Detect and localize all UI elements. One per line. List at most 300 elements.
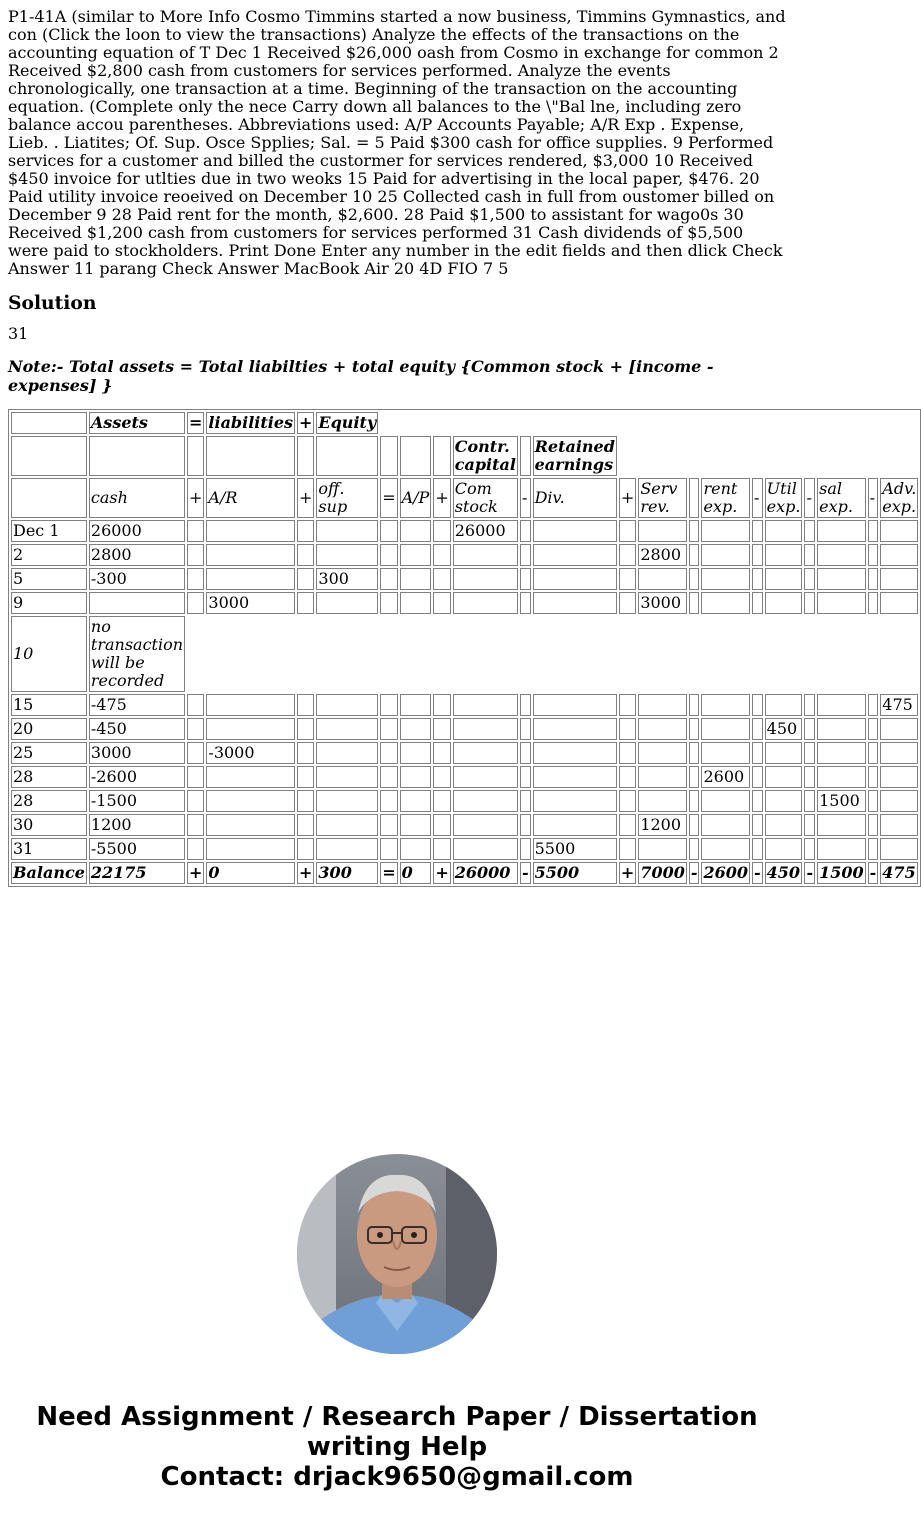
transaction-cell [520,790,531,812]
transaction-cell [701,718,750,740]
balance-cell: Balance [13,863,85,882]
transaction-cell: 20 [11,718,87,740]
transaction-cell [817,718,866,740]
transaction-cell [689,568,700,590]
transaction-cell: 26000 [453,520,518,542]
header-row-accounts [11,478,918,518]
transaction-cell [689,766,700,788]
transaction-cell [297,568,314,590]
transaction-cell [380,742,397,764]
transaction-cell [765,838,803,860]
transaction-cell [206,790,295,812]
balance-cell: 5500 [533,862,617,884]
transaction-cell [297,742,314,764]
balance-cell: + [435,863,449,882]
transaction-cell [433,568,450,590]
no-transaction-date: 10 [11,616,87,692]
transaction-cell [701,790,750,812]
balance-cell: 0 [400,862,432,884]
no-transaction-row [11,616,918,692]
transaction-cell [619,694,636,716]
transaction-cell [520,718,531,740]
transaction-cell [520,814,531,836]
account-header-cell: - [868,478,879,518]
account-header-cell: rent exp. [701,478,750,518]
account-header-cell: - [752,478,763,518]
transaction-cell [187,838,204,860]
balance-cell: - [521,863,529,882]
transaction-cell [619,520,636,542]
transaction-cell [868,544,879,566]
transaction-cell [689,814,700,836]
transaction-cell [316,544,378,566]
account-header-cell: Util exp. [766,479,801,516]
transaction-cell [701,520,750,542]
transaction-cell: 26000 [89,520,185,542]
transaction-cell [433,718,450,740]
transaction-cell [817,766,866,788]
solution-number: 31 [8,324,29,343]
account-header-cell: Serv rev. [638,478,687,518]
transaction-cell [880,814,918,836]
transaction-cell [400,838,432,860]
transaction-cell [187,814,204,836]
transaction-cell [701,838,750,860]
transaction-cell [752,544,763,566]
transaction-cell [638,520,687,542]
transaction-cell [689,790,700,812]
transaction-cell [638,790,687,812]
footer-help-text: Need Assignment / Research Paper / Dissertation writing Help [36,1402,758,1462]
transaction-cell: 3000 [638,592,687,614]
balance-cell: 7000 [640,863,685,882]
balance-cell: - [690,863,698,882]
transaction-cell [520,742,531,764]
transaction-cell: 300 [316,568,378,590]
no-transaction-text: no transaction will be recorded [90,617,184,690]
transaction-cell [752,592,763,614]
transaction-cell [817,520,866,542]
transaction-cell [804,766,815,788]
transaction-cell [868,568,879,590]
header-row-equity-groups [11,436,918,476]
transaction-cell [520,592,531,614]
transaction-cell [868,742,879,764]
transaction-cell [187,520,204,542]
transaction-cell: 28 [11,790,87,812]
transaction-cell [765,568,803,590]
transaction-cell [868,814,879,836]
transaction-cell: 30 [11,814,87,836]
transaction-cell [316,790,378,812]
transaction-cell [752,718,763,740]
transaction-cell [533,718,617,740]
account-header-cell: + [433,478,450,518]
balance-cell: 22175 [89,862,185,884]
transaction-row [11,544,918,566]
header-contributed-capital: Contr. capital [454,437,516,474]
transaction-cell [316,718,378,740]
account-header-cell: A/R [206,478,295,518]
transaction-cell [817,814,866,836]
transaction-cell [533,814,617,836]
transaction-row [11,694,918,716]
transaction-cell [520,694,531,716]
transaction-cell [817,544,866,566]
transaction-cell [187,790,204,812]
transaction-cell [619,718,636,740]
transaction-cell [380,790,397,812]
transaction-cell: 2600 [701,766,750,788]
transaction-cell [765,790,803,812]
transaction-cell: -450 [89,718,185,740]
transaction-cell [868,718,879,740]
transaction-cell: -300 [89,568,185,590]
transaction-cell [433,814,450,836]
transaction-cell [765,592,803,614]
transaction-row [11,520,918,542]
transaction-cell [433,766,450,788]
transaction-cell [638,568,687,590]
transaction-row [11,838,918,860]
transaction-cell [804,838,815,860]
transaction-cell [297,694,314,716]
accounting-equation-table [8,409,921,887]
transaction-cell [316,766,378,788]
transaction-cell [380,838,397,860]
transaction-cell [880,544,918,566]
transaction-cell [880,718,918,740]
transaction-cell [638,742,687,764]
transaction-cell [765,814,803,836]
transaction-cell [316,742,378,764]
transaction-cell [400,790,432,812]
transaction-cell [804,544,815,566]
transaction-cell [765,766,803,788]
account-header-cell: - [804,478,815,518]
header-retained-earnings: Retained earnings [534,437,615,474]
balance-cell: 2600 [703,863,749,882]
transaction-cell [380,766,397,788]
transaction-cell [533,790,617,812]
transaction-cell [453,544,518,566]
transaction-cell [433,544,450,566]
transaction-cell [520,766,531,788]
transaction-cell [400,766,432,788]
transaction-cell [316,520,378,542]
transaction-cell [380,814,397,836]
balance-cell: 450 [765,862,803,884]
transaction-cell [453,814,518,836]
transaction-cell [701,742,750,764]
balance-cell: 1500 [819,863,864,882]
balance-cell: + [299,863,313,882]
transaction-cell [752,814,763,836]
transaction-cell [433,592,450,614]
transaction-cell [752,520,763,542]
transaction-cell [638,766,687,788]
transaction-cell [187,718,204,740]
transaction-cell [380,568,397,590]
transaction-cell [619,592,636,614]
account-header-cell: cash [89,478,185,518]
transaction-cell [187,742,204,764]
transaction-cell: 5 [11,568,87,590]
transaction-cell [804,520,815,542]
transaction-row [11,742,918,764]
transaction-cell [206,838,295,860]
transaction-row [11,814,918,836]
transaction-cell [400,814,432,836]
transaction-cell [206,814,295,836]
transaction-cell [752,568,763,590]
transaction-cell [619,568,636,590]
transaction-row [11,592,918,614]
transaction-cell [380,592,397,614]
balance-cell: 475 [880,862,918,884]
transaction-cell [206,718,295,740]
transaction-cell [400,544,432,566]
transaction-cell [297,592,314,614]
transaction-cell: 5500 [533,838,617,860]
transaction-row [11,718,918,740]
transaction-cell [804,790,815,812]
transaction-cell: -475 [89,694,185,716]
transaction-cell [868,520,879,542]
account-header-cell: off. sup [316,478,378,518]
transaction-cell [533,520,617,542]
transaction-cell [868,694,879,716]
transaction-cell: 28 [11,766,87,788]
account-header-cell: + [297,478,314,518]
transaction-cell [400,568,432,590]
transaction-cell [187,568,204,590]
transaction-cell [689,592,700,614]
transaction-cell [433,742,450,764]
question-text: P1-41A (similar to More Info Cosmo Timmins started a now business, Timmins Gymnastics, and con (Click the loon to view the transactions) Analyze the effects of the transactions on the accounting equation of T Dec 1 Received $26,000 oash from Cosmo in exchange for common 2 Received $2,800 cash from customers for services performed. Analyze the events chronologically, one transaction at a time. Beginning of the transaction on the accounting equation. (Complete only the nece Carry down all balances to the \"Bal lne, including zero balance accou parentheses. Abbreviations used: A/P Accounts Payable; A/R Exp . Expense, Lieb. . Liatites; Of. Sup. Osce Spplies; Sal. = 5 Paid $300 cash for office supplies. 9 Performed services for a customer and billed the custormer for services rendered, $3,000 10 Received $450 invoice for utlties due in two weoks 15 Paid for advertising in the local paper, $476. 20 Paid utility invoice reoeived on December 10 25 Collected cash in full from oustomer billed on December 9 28 Paid rent for the month, $2,600. 28 Paid $1,500 to assistant for wago0s 30 Received $1,200 cash from customers for services performed 31 Cash dividends of $5,500 were paid to stockholders. Print Done Enter any number in the edit fields and then dlick Check Answer 11 parang Check Answer MacBook Air 20 4D FIO 7 5 [8,7,786,278]
transaction-cell: 9 [11,592,87,614]
header-equals: = [189,413,203,432]
transaction-cell: 25 [11,742,87,764]
transaction-cell [533,592,617,614]
transaction-cell [297,790,314,812]
transaction-cell [400,718,432,740]
transaction-cell [752,742,763,764]
transaction-cell [453,742,518,764]
transaction-cell: -5500 [89,838,185,860]
transaction-cell [752,790,763,812]
header-row-categories [11,412,918,434]
transaction-cell [316,838,378,860]
transaction-row [11,790,918,812]
transaction-cell [316,694,378,716]
balance-cell: = [382,863,396,882]
balance-cell: 26000 [453,862,518,884]
transaction-cell [880,742,918,764]
account-header-cell: sal exp. [817,478,866,518]
balance-cell: - [806,863,814,882]
transaction-cell [765,520,803,542]
transaction-cell [619,766,636,788]
account-header-cell: Div. [533,478,617,518]
transaction-cell [804,568,815,590]
transaction-cell [433,838,450,860]
balance-cell: 0 [206,862,295,884]
transaction-cell [868,838,879,860]
transaction-cell [752,838,763,860]
transaction-cell [520,838,531,860]
transaction-cell [316,814,378,836]
transaction-cell: 3000 [206,592,295,614]
transaction-cell: 1500 [817,790,866,812]
transaction-cell [187,694,204,716]
transaction-cell: 2 [11,544,87,566]
transaction-cell [868,592,879,614]
transaction-cell [380,694,397,716]
author-avatar [296,1153,498,1355]
transaction-cell [880,766,918,788]
transaction-cell [638,694,687,716]
transaction-cell [297,814,314,836]
account-header-cell: - [520,478,531,518]
transaction-cell [619,742,636,764]
transaction-cell [817,592,866,614]
transaction-cell [533,568,617,590]
transaction-cell [187,766,204,788]
transaction-cell [804,814,815,836]
equation-note: Note:- Total assets = Total liabilties + total equity {Common stock + [income - expenses] } [8,357,714,395]
transaction-cell [433,790,450,812]
account-header-cell: A/P [400,478,432,518]
transaction-cell [880,520,918,542]
transaction-cell [868,766,879,788]
balance-cell: + [620,863,635,882]
header-assets: Assets [89,412,185,434]
transaction-cell [453,592,518,614]
header-liabilities: liabilities [208,413,294,432]
solution-heading: Solution [8,292,97,314]
transaction-cell [689,718,700,740]
transaction-cell: 2800 [89,544,185,566]
transaction-cell [400,592,432,614]
transaction-cell [453,694,518,716]
transaction-cell [765,742,803,764]
transaction-cell [638,718,687,740]
transaction-cell [453,838,518,860]
transaction-cell [400,520,432,542]
transaction-cell [453,718,518,740]
balance-cell: + [189,863,203,882]
transaction-cell [804,718,815,740]
account-header-cell: = [380,478,397,518]
transaction-cell [297,718,314,740]
transaction-cell [297,838,314,860]
transaction-cell [297,544,314,566]
header-equity: Equity [318,413,377,432]
account-header-cell: Com stock [453,478,518,518]
transaction-cell [380,544,397,566]
transaction-cell [701,694,750,716]
transaction-cell [206,568,295,590]
transaction-cell [880,838,918,860]
transaction-cell [817,694,866,716]
transaction-cell [701,814,750,836]
transaction-cell [689,742,700,764]
transaction-cell [206,694,295,716]
transaction-cell: 3000 [89,742,185,764]
transaction-cell [316,592,378,614]
transaction-cell [817,568,866,590]
transaction-cell [187,592,204,614]
transaction-cell [533,742,617,764]
transaction-cell [520,568,531,590]
transaction-cell [689,694,700,716]
transaction-cell: 450 [765,718,803,740]
transaction-row [11,568,918,590]
account-header-cell [689,478,700,518]
transaction-cell: 1200 [638,814,687,836]
transaction-cell [804,742,815,764]
transaction-cell: -3000 [206,742,295,764]
transaction-cell: 2800 [638,544,687,566]
transaction-cell [400,694,432,716]
account-header-cell: Adv. exp. [882,479,917,516]
transaction-cell [533,694,617,716]
transaction-cell [880,790,918,812]
transaction-cell [89,592,185,614]
transaction-cell: 475 [880,694,918,716]
header-plus: + [299,413,313,432]
transaction-cell [804,592,815,614]
balance-cell: - [869,863,877,882]
account-header-cell [11,478,87,518]
footer-contact: Contact: drjack9650@gmail.com [160,1462,634,1492]
transaction-cell [701,592,750,614]
transaction-cell [804,694,815,716]
transaction-cell [206,520,295,542]
transaction-cell [619,838,636,860]
transaction-cell: 31 [11,838,87,860]
transaction-cell [765,694,803,716]
transaction-cell [380,718,397,740]
transaction-cell [765,544,803,566]
transaction-cell: 15 [11,694,87,716]
transaction-cell [689,520,700,542]
transaction-cell: 1200 [89,814,185,836]
transaction-cell [297,766,314,788]
account-header-cell: + [187,478,204,518]
transaction-cell [533,544,617,566]
transaction-cell [520,544,531,566]
transaction-cell [752,766,763,788]
transaction-cell [752,694,763,716]
transaction-cell [533,766,617,788]
transaction-cell [868,790,879,812]
account-header-cell: + [619,478,636,518]
transaction-cell [520,520,531,542]
transaction-cell [701,544,750,566]
transaction-cell [817,838,866,860]
transaction-cell: -1500 [89,790,185,812]
transaction-cell [400,742,432,764]
transaction-row [11,766,918,788]
transaction-cell [619,544,636,566]
transaction-cell [453,790,518,812]
transaction-cell [187,544,204,566]
footer-banner [0,1402,794,1492]
transaction-cell [206,766,295,788]
transaction-cell [817,742,866,764]
